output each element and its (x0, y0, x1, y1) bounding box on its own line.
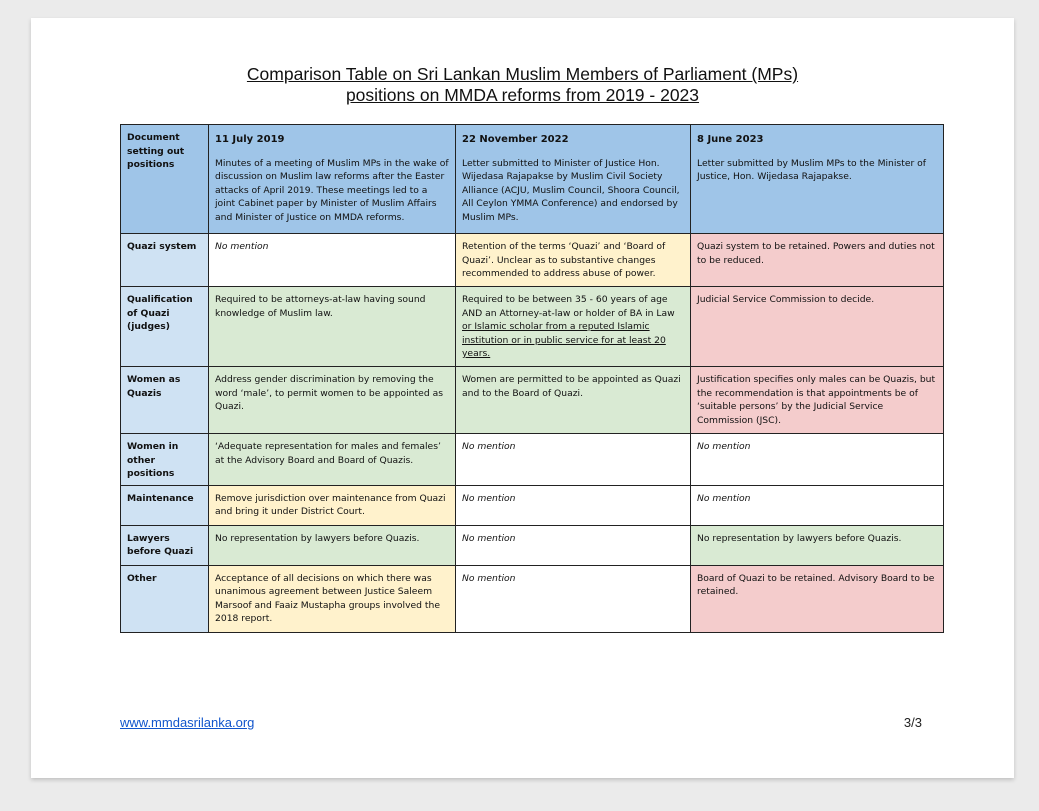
column-description: Letter submitted to Minister of Justice Hon. Wijedasa Rajapakse by Muslim Civil Society Alliance (ACJU, Muslim Council, Shoora Council, All Ceylon YMMA Conference) and endorsed by Muslim MPs. (462, 157, 680, 223)
column-2022 (456, 125, 691, 234)
row-label: Quazi system (121, 234, 209, 287)
website-link[interactable]: www.mmdasrilanka.org (120, 715, 255, 730)
table-cell: Judicial Service Commission to decide. (691, 287, 944, 367)
table-row (121, 287, 944, 367)
table-cell: Quazi system to be retained. Powers and duties not to be reduced. (691, 234, 944, 287)
table-row (121, 485, 944, 525)
cell-text: Required to be between 35 - 60 years of age AND an Attorney-at-law or holder of BA in Law (462, 294, 675, 319)
page-number: 3/3 (903, 715, 922, 730)
cell-text-underlined: or Islamic scholar from a reputed Islamic institution or in public service for at least 20 years. (462, 321, 666, 359)
title-line-2: positions on MMDA reforms from 2019 - 2023 (345, 85, 700, 105)
comparison-table (120, 124, 944, 633)
document-page (31, 18, 1014, 778)
row-label: Women as Quazis (121, 367, 209, 434)
table-cell: No mention (691, 434, 944, 486)
row-label: Lawyers before Quazi (121, 525, 209, 565)
table-cell: No mention (456, 525, 691, 565)
table-cell: Women are permitted to be appointed as Quazi and to the Board of Quazi. (456, 367, 691, 434)
row-label: Maintenance (121, 485, 209, 525)
table-cell: No representation by lawyers before Quazis. (691, 525, 944, 565)
table-cell: Address gender discrimination by removing the word ‘male’, to permit women to be appointed as Quazi. (209, 367, 456, 434)
title-line-1: Comparison Table on Sri Lankan Muslim Members of Parliament (MPs) (246, 64, 799, 84)
column-date: 22 November 2022 (462, 134, 569, 145)
column-date: 8 June 2023 (697, 134, 764, 145)
table-row (121, 525, 944, 565)
table-cell: Retention of the terms ‘Quazi’ and ‘Board of Quazi’. Unclear as to substantive changes recommended to address abuse of power. (456, 234, 691, 287)
table-cell: Justification specifies only males can be Quazis, but the recommendation is that appointments be of ‘suitable persons’ by the Judicial Service Commission (JSC). (691, 367, 944, 434)
table-cell: No mention (456, 485, 691, 525)
column-date: 11 July 2019 (215, 134, 285, 145)
table-cell: ‘Adequate representation for males and females’ at the Advisory Board and Board of Quazis. (209, 434, 456, 486)
table-row (121, 434, 944, 486)
table-row (121, 367, 944, 434)
row-label: Women in other positions (121, 434, 209, 486)
column-2023 (691, 125, 944, 234)
table-row (121, 565, 944, 632)
table-cell: No representation by lawyers before Quazis. (209, 525, 456, 565)
table-row (121, 234, 944, 287)
row-label: Qualification of Quazi (judges) (121, 287, 209, 367)
table-cell: No mention (691, 485, 944, 525)
table-cell: Remove jurisdiction over maintenance from Quazi and bring it under District Court. (209, 485, 456, 525)
table-cell (456, 287, 691, 367)
column-description: Letter submitted by Muslim MPs to the Minister of Justice, Hon. Wijedasa Rajapakse. (697, 157, 927, 182)
column-description: Minutes of a meeting of Muslim MPs in the wake of discussion on Muslim law reforms after the Easter attacks of April 2019. These meetings led to a joint Cabinet paper by Minister of Muslim Affairs and Minister of Justice on MMDA reforms. (215, 157, 449, 223)
table-cell: Required to be attorneys-at-law having sound knowledge of Muslim law. (209, 287, 456, 367)
table-cell: Acceptance of all decisions on which there was unanimous agreement between Justice Saleem Marsoof and Faaiz Mustapha groups involved the 2018 report. (209, 565, 456, 632)
row-label: Other (121, 565, 209, 632)
row-label: Document setting out positions (121, 125, 209, 234)
table-cell: No mention (456, 565, 691, 632)
table-cell: Board of Quazi to be retained. Advisory Board to be retained. (691, 565, 944, 632)
column-2019 (209, 125, 456, 234)
table-header-row (121, 125, 944, 234)
document-title (31, 64, 1014, 106)
table-cell: No mention (209, 234, 456, 287)
table-cell: No mention (456, 434, 691, 486)
